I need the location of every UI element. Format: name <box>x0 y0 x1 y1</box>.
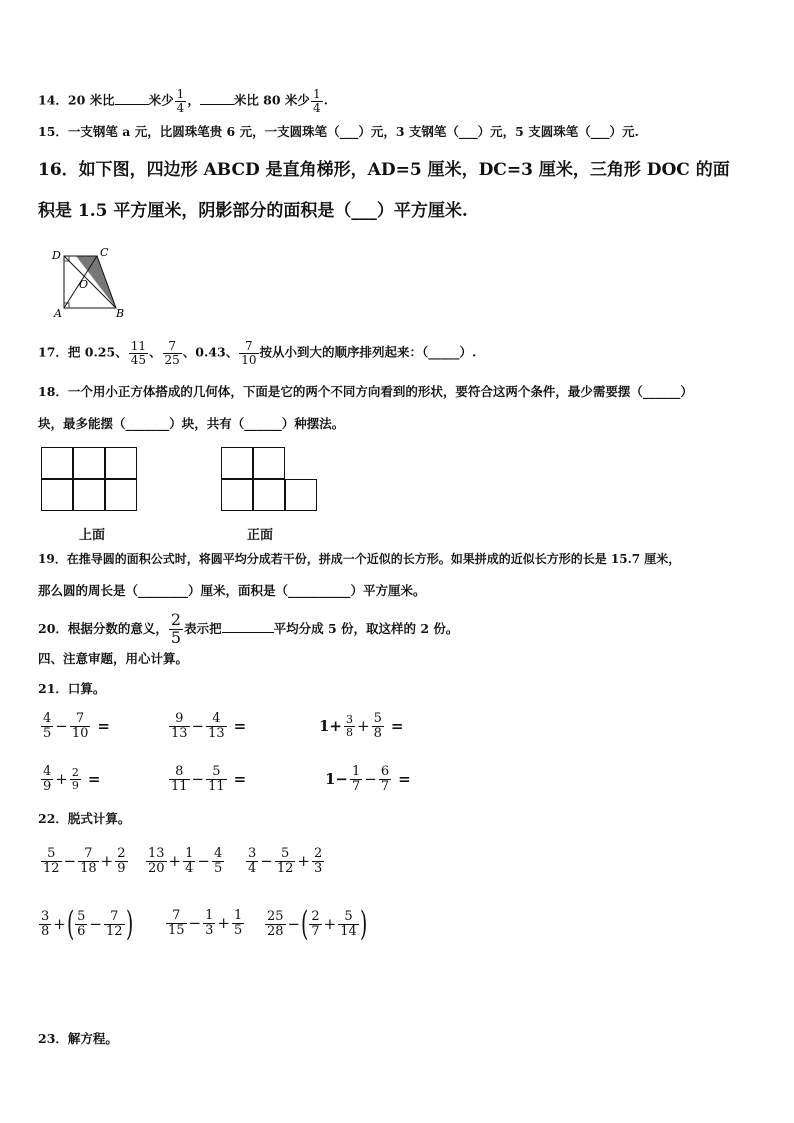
operator: + <box>297 851 310 870</box>
fraction: $\frac{3}{4}$ <box>248 846 257 876</box>
question-19-line2: 那么圆的周长是（________）厘米，面积是（__________）平方厘米。 <box>38 583 426 598</box>
fraction: $\frac{7}{10}$ <box>71 711 89 741</box>
q17-sep: 、 <box>148 344 162 360</box>
fraction: $\frac{7}{12}$ <box>105 908 123 939</box>
fraction: $\frac{1}{4}$ <box>312 87 321 115</box>
fraction: $\frac{5}{12}$ <box>276 846 294 876</box>
leading-term: 1− <box>325 769 349 788</box>
operator: − <box>191 716 205 735</box>
right-paren: ) <box>125 904 133 944</box>
q14-end: . <box>323 92 328 108</box>
fraction: $\frac{7}{25}$ <box>164 339 180 367</box>
calc-expression <box>38 904 133 944</box>
grid-cell <box>105 479 137 511</box>
q20-suffix: 平均分成 5 份，取这样的 2 份。 <box>273 620 459 636</box>
grid-cell <box>221 479 253 511</box>
fraction: $\frac{4}{9}$ <box>43 764 52 794</box>
q14-mid2: 米比 80 米少 <box>233 92 310 108</box>
operator: + <box>55 769 68 788</box>
question-19-line1: 19．在推导圆的面积公式时，将圆平均分成若干份，拼成一个近似的长方形。如果拼成的近似长方形的长是 15.7 厘米， <box>38 552 681 566</box>
q20-mid: 表示把 <box>184 620 222 636</box>
fraction: $\frac{5}{6}$ <box>77 908 86 939</box>
calc-expression <box>40 847 129 875</box>
equals-sign: = <box>398 769 411 788</box>
q20-prefix: 20．根据分数的意义， <box>38 620 168 636</box>
question-23-title: 23．解方程。 <box>38 1031 118 1046</box>
operator: + <box>217 913 230 932</box>
oral-calc-item <box>40 712 110 740</box>
question-14 <box>38 88 328 114</box>
fraction: $\frac{2}{9}$ <box>71 766 79 792</box>
grid-cell <box>73 447 105 479</box>
leading-term: 1+ <box>319 716 343 735</box>
grid-cell <box>285 479 317 511</box>
fraction: $\frac{25}{28}$ <box>267 908 284 939</box>
operator: − <box>287 914 301 933</box>
grid-cell <box>253 447 285 479</box>
equals-sign: = <box>97 716 110 735</box>
right-paren: ) <box>359 904 368 944</box>
operator: − <box>188 913 202 932</box>
calc-expression <box>145 847 225 875</box>
question-21-title: 21．口算。 <box>38 681 106 696</box>
q17-mid: 、0.43、 <box>182 344 239 360</box>
fraction: $\frac{7}{18}$ <box>80 846 97 876</box>
grid-cell <box>41 447 73 479</box>
q17-prefix: 17．把 0.25、 <box>38 344 128 360</box>
grid-cell <box>105 447 137 479</box>
operator: + <box>53 914 66 933</box>
operator: − <box>197 851 210 870</box>
oral-calc-item <box>324 765 411 793</box>
fraction: $\frac{2}{5}$ <box>170 610 182 647</box>
question-15: 15．一支钢笔 a 元，比圆珠笔贵 6 元，一支圆珠笔（___）元，3 支钢笔（___）元，5 支圆珠笔（___）元. <box>38 124 639 139</box>
fraction: $\frac{7}{10}$ <box>241 339 257 367</box>
question-16-line1: 16．如下图，四边形 ABCD 是直角梯形，AD=5 厘米，DC=3 厘米，三角形 DOC 的面 <box>38 160 730 180</box>
fraction: $\frac{1}{4}$ <box>185 846 194 876</box>
caption-front-view: 正面 <box>247 528 274 543</box>
fraction: $\frac{7}{15}$ <box>168 908 185 938</box>
oral-calc-item <box>318 712 403 740</box>
calc-expression <box>245 847 325 875</box>
q17-suffix: 按从小到大的顺序排列起来：（_____）. <box>259 344 477 360</box>
trapezoid-figure <box>48 246 128 318</box>
grid-cell <box>253 479 285 511</box>
fraction: $\frac{5}{14}$ <box>340 908 357 939</box>
fraction: $\frac{3}{8}$ <box>346 713 354 739</box>
answer-blank[interactable] <box>115 94 149 105</box>
fraction: $\frac{1}{7}$ <box>352 764 361 794</box>
question-22-title: 22．脱式计算。 <box>38 811 131 826</box>
fraction: $\frac{2}{3}$ <box>313 846 323 876</box>
fraction: $\frac{1}{5}$ <box>233 908 243 938</box>
operator: − <box>55 716 68 735</box>
q14-prefix: 14．20 米比 <box>38 92 115 108</box>
operator: − <box>260 851 273 870</box>
operator: + <box>323 914 337 933</box>
oral-calc-item <box>40 765 100 793</box>
fraction: $\frac{4}{5}$ <box>43 711 52 741</box>
fraction: $\frac{13}{20}$ <box>148 846 165 876</box>
fraction: $\frac{5}{11}$ <box>208 764 225 794</box>
label-a: A <box>54 307 62 318</box>
question-18-line1: 18．一个用小正方体搭成的几何体，下面是它的两个不同方向看到的形状，要符合这两个条件，最少需要摆（______） <box>38 384 693 399</box>
equals-sign: = <box>233 769 247 788</box>
caption-top-view: 上面 <box>79 528 106 543</box>
oral-calc-item <box>168 765 246 793</box>
fraction: $\frac{6}{7}$ <box>380 764 390 794</box>
fraction: $\frac{5}{12}$ <box>43 846 60 876</box>
fraction: $\frac{9}{13}$ <box>171 711 188 741</box>
left-paren: ( <box>66 904 75 944</box>
operator: − <box>89 914 102 933</box>
label-o: O <box>79 278 89 291</box>
view-front-grid <box>221 447 318 511</box>
answer-blank[interactable] <box>222 622 274 633</box>
q14-sep: ， <box>187 92 200 108</box>
calc-expression <box>264 904 368 944</box>
fraction: $\frac{8}{11}$ <box>171 764 188 794</box>
question-18-line2: 块，最多能摆（_______）块，共有（______）种摆法。 <box>38 416 345 431</box>
question-20 <box>38 612 458 647</box>
equals-sign: = <box>390 716 404 735</box>
view-top-grid <box>41 447 138 511</box>
fraction: $\frac{2}{9}$ <box>117 846 126 876</box>
question-16-line2: 积是 1.5 平方厘米，阴影部分的面积是（___）平方厘米. <box>38 201 468 221</box>
label-c: C <box>100 246 109 259</box>
label-b: B <box>116 307 125 318</box>
q14-mid1: 米少 <box>148 92 174 108</box>
grid-cell <box>73 479 105 511</box>
fraction: $\frac{3}{8}$ <box>41 908 50 939</box>
fraction: $\frac{2}{7}$ <box>311 908 320 939</box>
fraction: $\frac{1}{4}$ <box>176 87 185 115</box>
calc-expression <box>165 909 245 937</box>
fraction: $\frac{4}{5}$ <box>213 846 223 876</box>
fraction: $\frac{4}{13}$ <box>208 711 225 741</box>
operator: + <box>357 716 370 735</box>
operator: − <box>191 769 205 788</box>
operator: − <box>63 851 77 870</box>
operator: − <box>364 769 377 788</box>
operator: + <box>168 851 182 870</box>
fraction: $\frac{1}{3}$ <box>205 908 214 938</box>
oral-calc-item <box>168 712 246 740</box>
left-paren: ( <box>301 904 309 944</box>
grid-cell <box>221 447 253 479</box>
fraction: $\frac{11}{45}$ <box>130 339 146 367</box>
section-heading: 四、注意审题，用心计算。 <box>38 651 189 666</box>
equals-sign: = <box>87 769 101 788</box>
question-17 <box>38 340 476 366</box>
grid-cell <box>41 479 73 511</box>
operator: + <box>100 851 114 870</box>
label-d: D <box>52 249 61 262</box>
answer-blank[interactable] <box>200 94 234 105</box>
equals-sign: = <box>233 716 247 735</box>
fraction: $\frac{5}{8}$ <box>373 711 382 741</box>
